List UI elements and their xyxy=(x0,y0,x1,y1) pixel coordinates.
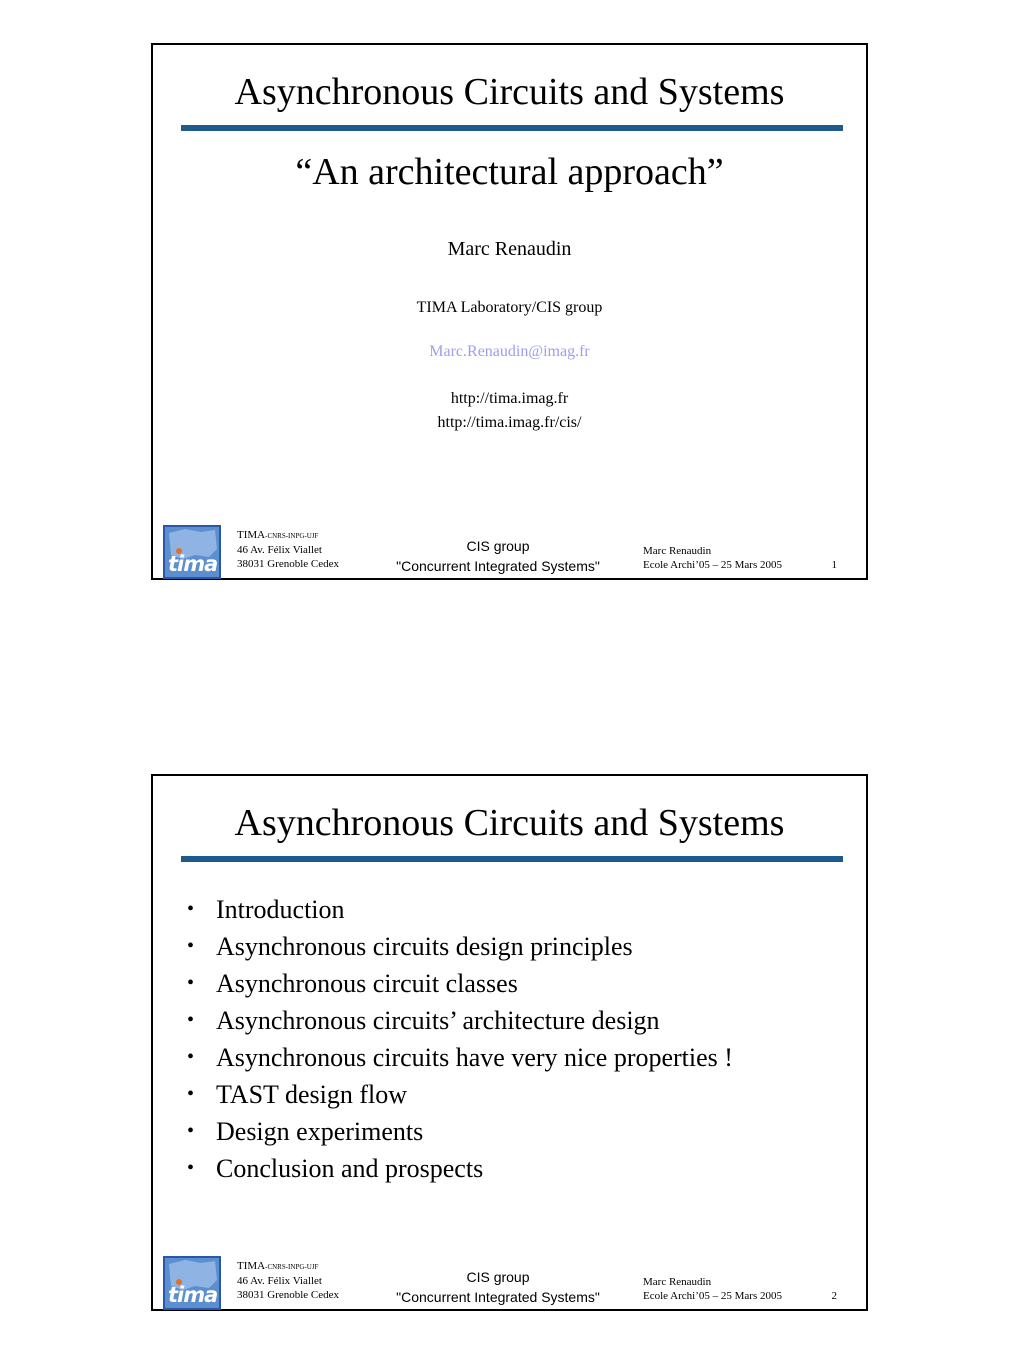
bullet-glyph: • xyxy=(187,898,195,920)
footer-group-full: "Concurrent Integrated Systems" xyxy=(396,1289,600,1305)
slide-title: Asynchronous Circuits and Systems xyxy=(234,802,785,844)
footer-event xyxy=(643,544,782,572)
footer-address-line2: 38031 Grenoble Cedex xyxy=(237,1289,340,1301)
slide-1 xyxy=(151,43,868,580)
footer-event xyxy=(643,1275,782,1303)
slide-title: Asynchronous Circuits and Systems xyxy=(234,71,785,113)
outline-list xyxy=(187,891,733,1187)
slide-footer xyxy=(153,522,866,580)
footer-org: TIMA xyxy=(237,1260,266,1272)
list-item: • Asynchronous circuit classes xyxy=(187,965,733,1002)
bullet-glyph: • xyxy=(187,972,195,994)
footer-org-sub: -CNRS-INPG-UJF xyxy=(265,1263,319,1271)
footer-group xyxy=(383,536,613,576)
footer-author: Marc Renaudin xyxy=(643,1276,712,1288)
footer-group xyxy=(383,1267,613,1307)
tima-logo-icon xyxy=(163,1256,221,1310)
logo-text: tima xyxy=(168,1283,218,1307)
page-number: 1 xyxy=(831,559,837,571)
footer-address-line1: 46 Av. Félix Viallet xyxy=(237,544,322,556)
author-name: Marc Renaudin xyxy=(447,238,572,260)
bullet-glyph: • xyxy=(187,1046,195,1068)
list-item: • Asynchronous circuits’ architecture design xyxy=(187,1002,733,1039)
list-item: • Design experiments xyxy=(187,1113,733,1150)
footer-event-date: Ecole Archi’05 – 25 Mars 2005 xyxy=(643,559,782,571)
bullet-glyph: • xyxy=(187,1083,195,1105)
footer-group-name: CIS group xyxy=(466,538,530,554)
bullet-glyph: • xyxy=(187,1120,195,1142)
slide-2 xyxy=(151,774,868,1311)
bullet-glyph: • xyxy=(187,1157,195,1179)
url-cis[interactable]: http://tima.imag.fr/cis/ xyxy=(437,414,582,431)
bullet-glyph: • xyxy=(187,935,195,957)
bullet-glyph: • xyxy=(187,1009,195,1031)
footer-event-date: Ecole Archi’05 – 25 Mars 2005 xyxy=(643,1290,782,1302)
footer-org: TIMA xyxy=(237,529,266,541)
footer-author: Marc Renaudin xyxy=(643,545,712,557)
footer-address xyxy=(237,1259,339,1302)
footer-org-sub: -CNRS-INPG-UJF xyxy=(265,532,319,540)
title-rule xyxy=(181,125,843,131)
list-item: • Conclusion and prospects xyxy=(187,1150,733,1187)
url-tima[interactable]: http://tima.imag.fr xyxy=(450,390,569,407)
list-item: • Asynchronous circuits have very nice properties ! xyxy=(187,1039,733,1076)
footer-group-name: CIS group xyxy=(466,1269,530,1285)
lab-name: TIMA Laboratory/CIS group xyxy=(416,299,603,316)
title-rule xyxy=(181,856,843,862)
slide-subtitle: “An architectural approach” xyxy=(295,151,724,193)
footer-group-full: "Concurrent Integrated Systems" xyxy=(396,558,600,574)
tima-logo-icon xyxy=(163,525,221,579)
list-item: • Introduction xyxy=(187,891,733,928)
footer-address-line2: 38031 Grenoble Cedex xyxy=(237,558,340,570)
email-link[interactable]: Marc.Renaudin@imag.fr xyxy=(429,343,590,360)
footer-address-line1: 46 Av. Félix Viallet xyxy=(237,1275,322,1287)
page-number: 2 xyxy=(831,1290,837,1302)
footer-address xyxy=(237,528,339,571)
slide-footer xyxy=(153,1253,866,1311)
logo-text: tima xyxy=(168,552,218,576)
list-item: • TAST design flow xyxy=(187,1076,733,1113)
list-item: • Asynchronous circuits design principles xyxy=(187,928,733,965)
